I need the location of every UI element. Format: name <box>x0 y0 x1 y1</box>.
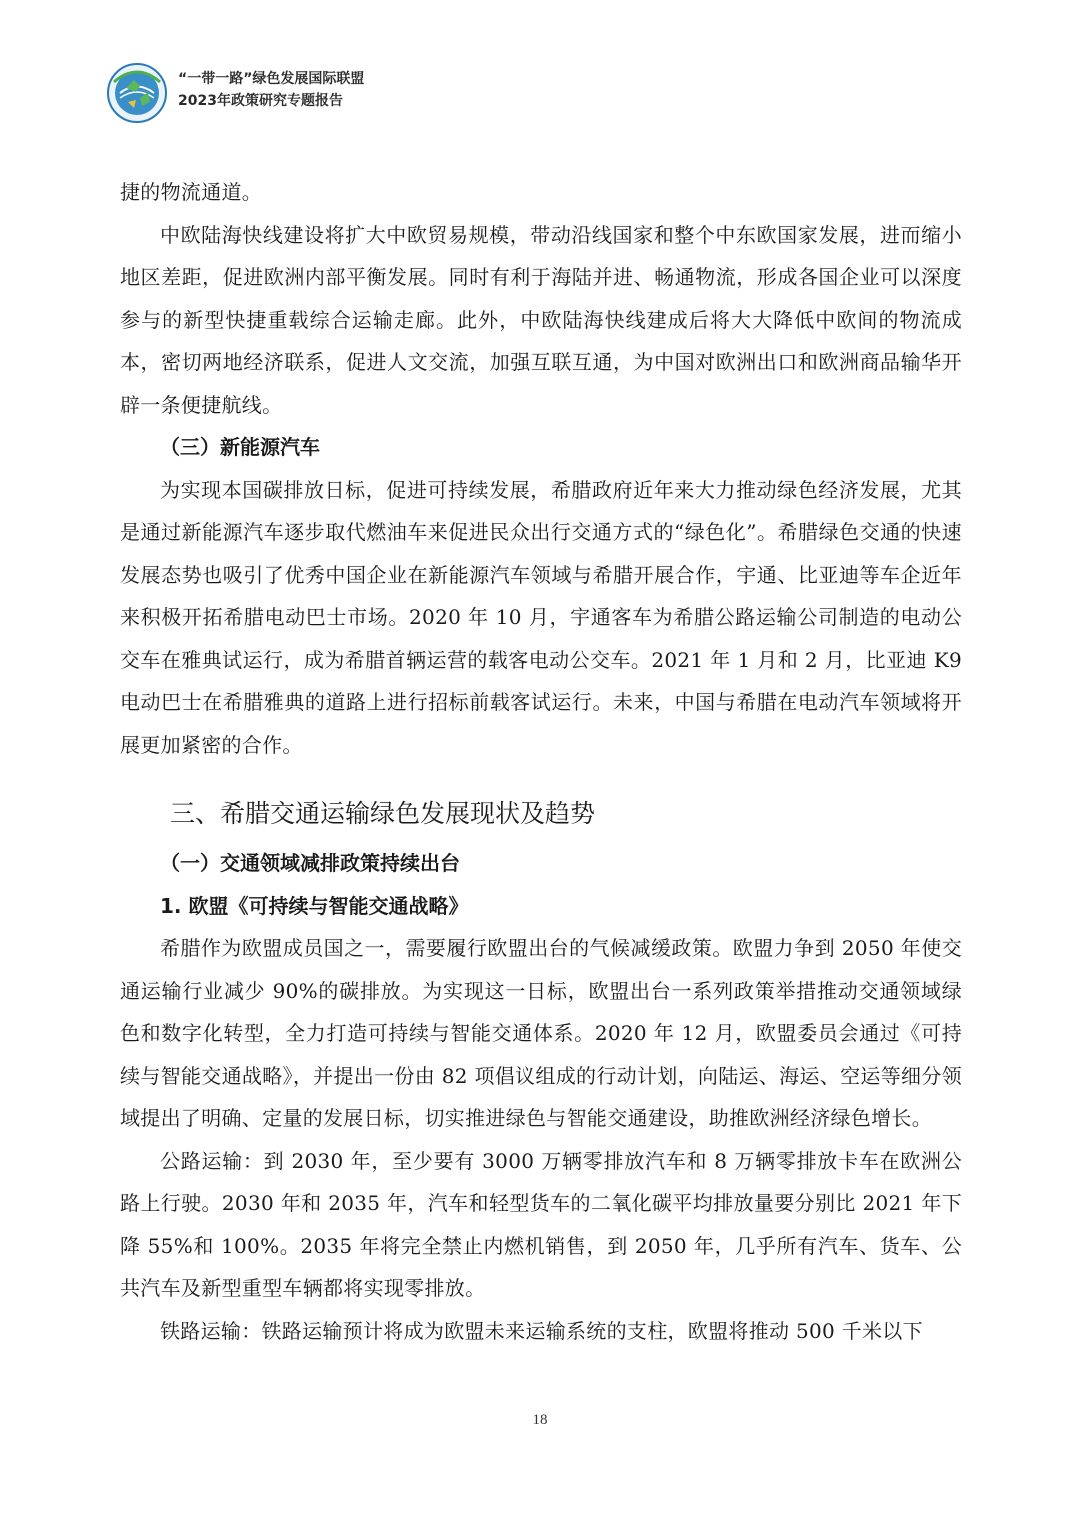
paragraph-new-energy-vehicles: 为实现本国碳排放日标，促进可持续发展，希腊政府近年来大力推动绿色经济发展，尤其是通过新能源汽车逐步取代燃油车来促进民众出行交通方式的“绿色化”。希腊绿色交通的快速发展态势也吸引了优秀中国企业在新能源汽车领域与希腊开展合作，宇通、比亚迪等车企近年来积极开拓希腊电动巴士市场。2020 年 10 月，宇通客车为希腊公路运输公司制造的电动公交车在雅典试运行，成为希腊首辆运营的载客电动公交车。2021 年 1 月和 2 月，比亚迪 K9 电动巴士在希腊雅典的道路上进行招标前载客试运行。未来，中国与希腊在电动汽车领域将开展更加紧密的合作。 <box>120 477 962 757</box>
subheading-new-energy-vehicles: （三）新能源汽车 <box>160 435 320 459</box>
header-title <box>178 68 364 112</box>
page-header <box>106 62 606 122</box>
header-line-2: 2023年政策研究专题报告 <box>178 93 343 109</box>
subheading-eu-strategy: 1. 欧盟《可持续与智能交通战略》 <box>160 893 469 918</box>
paragraph-road-transport: 公路运输：到 2030 年，至少要有 3000 万辆零排放汽车和 8 万辆零排放卡车在欧洲公路上行驶。2030 年和 2035 年，汽车和轻型货车的二氧化碳平均排放量要分别比 2021 年下降 55%和 100%。2035 年将完全禁止内燃机销售，到 2050 年，几乎所有汽车、货车、公共汽车及新型重型车辆都将实现零排放。 <box>120 1148 962 1300</box>
header-line-1: “一带一路”绿色发展国际联盟 <box>178 71 365 87</box>
subheading-emission-policy: （一）交通领域减排政策持续出台 <box>160 851 460 875</box>
page-number: 18 <box>532 1412 548 1428</box>
paragraph-rail-transport: 铁路运输：铁路运输预计将成为欧盟未来运输系统的支柱，欧盟将推动 500 千米以下 <box>160 1318 923 1343</box>
alliance-logo-icon <box>106 62 168 124</box>
paragraph-sea-land-express: 中欧陆海快线建设将扩大中欧贸易规模，带动沿线国家和整个中东欧国家发展，进而缩小地区差距，促进欧洲内部平衡发展。同时有利于海陆并进、畅通物流，形成各国企业可以深度参与的新型快捷重载综合运输走廊。此外，中欧陆海快线建成后将大大降低中欧间的物流成本，密切两地经济联系，促进人文交流，加强互联互通，为中国对欧洲出口和欧洲商品输华开辟一条便捷航线。 <box>120 222 962 417</box>
document-body <box>120 171 962 1352</box>
section-heading: 三、希腊交通运输绿色发展现状及趋势 <box>170 799 596 828</box>
paragraph-eu-strategy: 希腊作为欧盟成员国之一，需要履行欧盟出台的气候减缓政策。欧盟力争到 2050 年使交通运输行业减少 90%的碳排放。为实现这一日标，欧盟出台一系列政策举措推动交通领域绿色和数字化转型，全力打造可持续与智能交通体系。2020 年 12 月，欧盟委员会通过《可持续与智能交通战略》，并提出一份由 82 项倡议组成的行动计划，向陆运、海运、空运等细分领域提出了明确、定量的发展日标，切实推进绿色与智能交通建设，助推欧洲经济绿色增长。 <box>120 936 962 1130</box>
paragraph-continuation: 捷的物流通道。 <box>120 180 263 204</box>
